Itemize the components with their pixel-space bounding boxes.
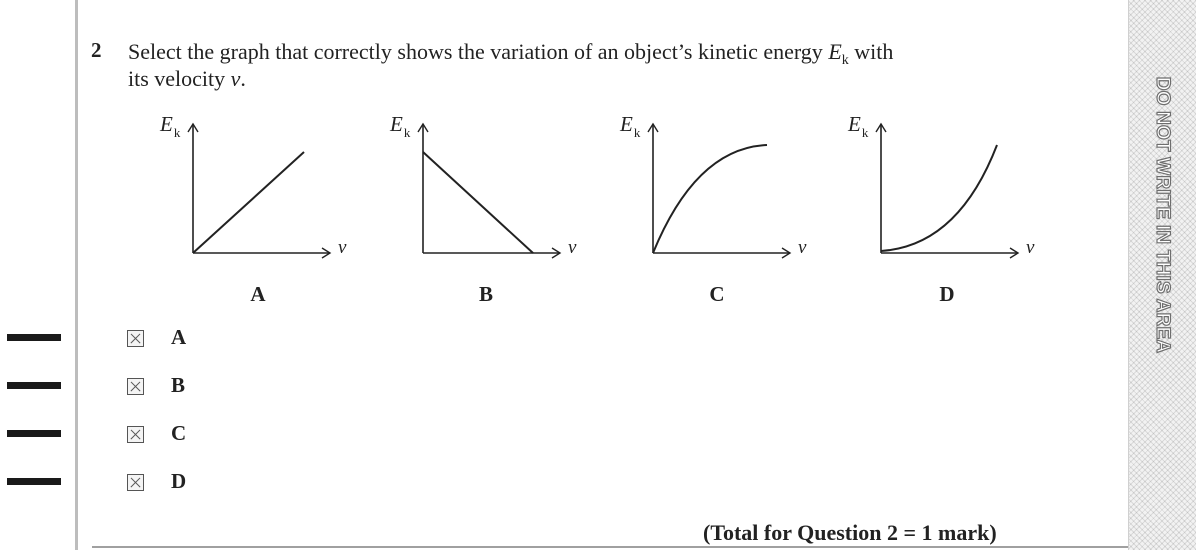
graph-label-c: C <box>709 282 725 306</box>
no-write-area-edge <box>1128 0 1129 550</box>
graph-curve <box>653 145 767 253</box>
graph-b-plot <box>390 108 590 268</box>
checkbox-a[interactable] <box>127 330 144 347</box>
checkbox-c[interactable] <box>127 426 144 443</box>
v-axis-label: v <box>338 237 347 258</box>
timing-mark <box>7 430 61 437</box>
graph-curve <box>881 145 997 251</box>
graph-c <box>620 108 820 268</box>
graph-curve <box>193 152 304 253</box>
ek-axis-label: $E_k$ <box>848 112 869 140</box>
option-b-label: B <box>171 373 186 397</box>
timing-mark <box>7 478 61 485</box>
timing-mark <box>7 382 61 389</box>
timing-mark <box>7 334 61 341</box>
v-axis-label: v <box>568 237 577 258</box>
ek-axis-label: $E_k$ <box>390 112 411 140</box>
ek-axis-label: $E_k$ <box>160 112 181 140</box>
v-axis-label: v <box>1026 237 1035 258</box>
side-banner-text: DO NOT WRITE IN THIS AREA <box>1152 76 1173 354</box>
graph-a <box>160 108 360 268</box>
question-text: Select the graph that correctly shows the variation of an object’s kinetic energy $E_k$ with its velocity v. <box>128 39 894 91</box>
option-c-label: C <box>171 421 187 445</box>
question-number: 2 <box>91 38 102 62</box>
ek-axis-label: $E_k$ <box>620 112 641 140</box>
ek-symbol: E <box>828 39 842 64</box>
v-symbol: v <box>230 66 241 91</box>
option-d-label: D <box>171 469 187 493</box>
graph-d <box>848 108 1048 268</box>
graph-d-plot <box>848 108 1048 268</box>
graph-label-d: D <box>939 282 955 306</box>
graph-c-plot <box>620 108 820 268</box>
graph-label-a: A <box>250 282 266 306</box>
graph-label-b: B <box>478 282 493 306</box>
graph-a-plot <box>160 108 360 268</box>
left-margin-line <box>75 0 78 550</box>
checkbox-b[interactable] <box>127 378 144 395</box>
bottom-rule <box>92 546 1128 548</box>
total-marks: (Total for Question 2 = 1 mark) <box>703 520 997 545</box>
graph-b <box>390 108 590 268</box>
v-axis-label: v <box>798 237 807 258</box>
checkbox-d[interactable] <box>127 474 144 491</box>
option-a-label: A <box>171 325 187 349</box>
graph-curve <box>423 152 533 253</box>
